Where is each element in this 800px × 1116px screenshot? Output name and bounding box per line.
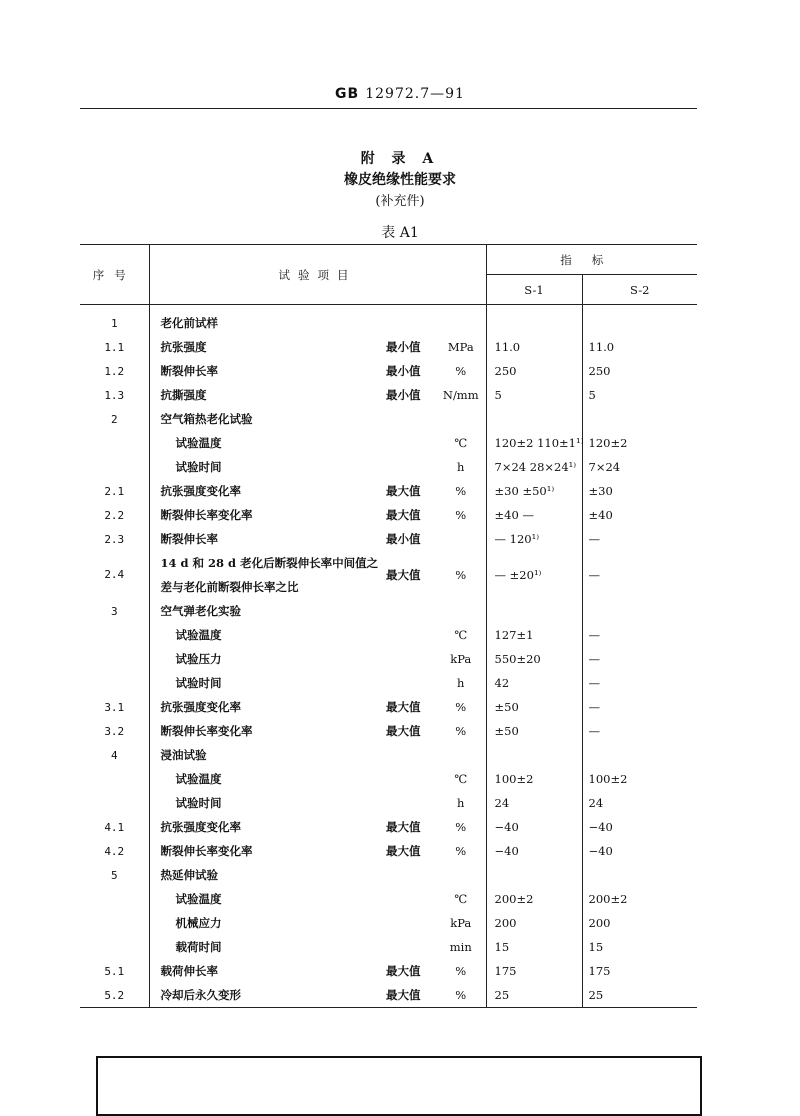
row-s2-value: — <box>582 671 697 695</box>
row-unit: % <box>455 508 467 522</box>
row-item: 试验温度 <box>149 623 386 647</box>
table-row <box>80 815 697 839</box>
row-limit <box>386 431 436 455</box>
table-row <box>80 959 697 983</box>
row-s2-value: 24 <box>582 791 697 815</box>
row-s2-value: −40 <box>582 839 697 863</box>
row-item: 老化前试样 <box>149 305 386 336</box>
row-s2-value: — <box>582 695 697 719</box>
row-number: 2.1 <box>104 484 125 498</box>
row-unit: % <box>455 964 467 978</box>
row-item: 热延伸试验 <box>149 863 386 887</box>
row-number: 1 <box>110 316 118 330</box>
row-s1-value: 100±2 <box>486 767 582 791</box>
row-limit <box>386 935 436 959</box>
row-item: 冷却后永久变形 <box>149 983 386 1008</box>
table-row <box>80 479 697 503</box>
row-unit: % <box>455 820 467 834</box>
row-s2-value: — <box>582 551 697 599</box>
row-number <box>80 671 149 695</box>
row-item: 抗撕强度 <box>149 383 386 407</box>
row-s2-value: 5 <box>582 383 697 407</box>
row-s2-value: — <box>582 647 697 671</box>
row-s1-value: 24 <box>486 791 582 815</box>
row-s1-value: 200 <box>486 911 582 935</box>
row-item: 试验温度 <box>149 431 386 455</box>
row-unit: ℃ <box>454 628 468 642</box>
row-number: 2.3 <box>104 532 125 546</box>
row-item: 试验时间 <box>149 791 386 815</box>
row-number: 1.2 <box>104 364 125 378</box>
table-row <box>80 305 697 336</box>
table-row <box>80 791 697 815</box>
row-limit: 最大值 <box>386 983 436 1008</box>
row-item: 抗张强度 <box>149 335 386 359</box>
row-number <box>80 647 149 671</box>
table-row <box>80 503 697 527</box>
row-s2-value: 7×24 <box>582 455 697 479</box>
row-s1-value: 42 <box>486 671 582 695</box>
row-number <box>80 767 149 791</box>
row-s2-value: — <box>582 623 697 647</box>
row-unit: % <box>455 724 467 738</box>
row-item: 断裂伸长率变化率 <box>149 719 386 743</box>
row-s1-value: 15 <box>486 935 582 959</box>
table-row <box>80 695 697 719</box>
row-number: 4.2 <box>104 844 125 858</box>
row-s1-value: ±50 <box>486 695 582 719</box>
row-s2-value: ±40 <box>582 503 697 527</box>
row-limit: 最小值 <box>386 532 421 546</box>
row-item: 断裂伸长率变化率 <box>149 839 386 863</box>
row-item: 浸油试验 <box>149 743 386 767</box>
row-item: 空气箱热老化试验 <box>149 407 386 431</box>
row-item: 断裂伸长率 <box>149 527 386 551</box>
appendix-title: 附 录 A <box>360 151 440 167</box>
row-limit <box>386 599 436 623</box>
row-number <box>80 455 149 479</box>
row-s1-value: 11.0 <box>486 335 582 359</box>
row-s2-value: 120±2 <box>582 431 697 455</box>
row-s1-value <box>486 743 582 767</box>
row-number: 1.3 <box>104 388 125 402</box>
row-s2-value <box>582 863 697 887</box>
row-s2-value: −40 <box>582 815 697 839</box>
row-limit: 最大值 <box>386 484 421 498</box>
row-s2-value <box>582 599 697 623</box>
row-item: 机械应力 <box>149 911 386 935</box>
table-row <box>80 911 697 935</box>
row-limit <box>386 863 436 887</box>
table-row <box>80 551 697 599</box>
row-s2-value: 175 <box>582 959 697 983</box>
row-unit: ℃ <box>454 436 468 450</box>
row-limit: 最大值 <box>386 844 421 858</box>
row-unit <box>436 305 486 336</box>
row-number <box>80 887 149 911</box>
row-limit: 最小值 <box>386 388 421 402</box>
header-no: 序号 <box>80 245 149 305</box>
row-s1-value <box>486 863 582 887</box>
row-number: 4 <box>110 748 118 762</box>
table-caption: 表 A1 <box>381 225 419 241</box>
row-item: 14 d 和 28 d 老化后断裂伸长率中间值之差与老化前断裂伸长率之比 <box>149 551 386 599</box>
row-s1-value: 200±2 <box>486 887 582 911</box>
row-s1-value: 550±20 <box>486 647 582 671</box>
row-unit: kPa <box>450 916 472 930</box>
row-limit <box>386 305 436 336</box>
row-unit <box>436 527 486 551</box>
row-item: 断裂伸长率变化率 <box>149 503 386 527</box>
row-s1-value: 7×24 28×24¹⁾ <box>486 455 582 479</box>
standard-prefix: GB <box>335 86 360 102</box>
row-limit <box>386 647 436 671</box>
table-row <box>80 527 697 551</box>
table-row <box>80 623 697 647</box>
row-s2-value: 250 <box>582 359 697 383</box>
header-s2: S-2 <box>582 275 697 305</box>
table-row <box>80 407 697 431</box>
row-number: 1.1 <box>104 340 125 354</box>
table-row <box>80 887 697 911</box>
row-s1-value: 127±1 <box>486 623 582 647</box>
row-unit: % <box>455 484 467 498</box>
row-s2-value: 200 <box>582 911 697 935</box>
spec-table-body <box>80 305 697 1008</box>
row-s1-value: −40 <box>486 815 582 839</box>
row-item: 试验时间 <box>149 671 386 695</box>
row-limit <box>386 767 436 791</box>
row-unit: MPa <box>447 340 474 354</box>
row-item: 抗张强度变化率 <box>149 695 386 719</box>
row-s1-value: ±30 ±50¹⁾ <box>486 479 582 503</box>
row-number <box>80 431 149 455</box>
row-number: 4.1 <box>104 820 125 834</box>
row-unit: % <box>455 844 467 858</box>
table-row <box>80 743 697 767</box>
row-item: 断裂伸长率 <box>149 359 386 383</box>
row-s1-value: ±50 <box>486 719 582 743</box>
row-unit: N/mm <box>442 388 479 402</box>
row-unit <box>436 863 486 887</box>
row-unit: h <box>457 676 465 690</box>
row-number: 2.4 <box>104 568 125 581</box>
row-limit: 最大值 <box>386 508 421 522</box>
row-number: 2.2 <box>104 508 125 522</box>
row-s2-value: 25 <box>582 983 697 1008</box>
table-row <box>80 671 697 695</box>
row-limit <box>386 671 436 695</box>
row-number <box>80 791 149 815</box>
row-number: 3.1 <box>104 700 125 714</box>
row-unit: ℃ <box>454 772 468 786</box>
row-unit: ℃ <box>454 892 468 906</box>
row-s1-value <box>486 599 582 623</box>
row-s1-value: −40 <box>486 839 582 863</box>
row-s1-value: ±40 — <box>486 503 582 527</box>
row-unit: % <box>455 700 467 714</box>
table-row <box>80 863 697 887</box>
row-item: 载荷伸长率 <box>149 959 386 983</box>
row-limit <box>386 455 436 479</box>
row-s2-value <box>582 743 697 767</box>
row-limit: 最大值 <box>386 820 421 834</box>
row-item: 试验时间 <box>149 455 386 479</box>
row-number: 5 <box>110 868 118 882</box>
table-row <box>80 767 697 791</box>
row-number: 5.1 <box>104 964 125 978</box>
row-number <box>80 911 149 935</box>
row-limit: 最小值 <box>386 340 421 354</box>
row-number: 3 <box>110 604 118 618</box>
row-s2-value: — <box>582 527 697 551</box>
row-unit <box>436 743 486 767</box>
table-row <box>80 599 697 623</box>
row-item: 空气弹老化实验 <box>149 599 386 623</box>
main-title: 橡皮绝缘性能要求 <box>344 172 456 188</box>
row-unit <box>436 407 486 431</box>
row-s1-value: 5 <box>486 383 582 407</box>
row-item: 试验温度 <box>149 767 386 791</box>
row-s1-value: 250 <box>486 359 582 383</box>
row-s2-value: 15 <box>582 935 697 959</box>
row-limit <box>386 743 436 767</box>
row-unit: % <box>455 364 467 378</box>
row-item: 试验压力 <box>149 647 386 671</box>
row-s2-value: 100±2 <box>582 767 697 791</box>
header-s1: S-1 <box>486 275 582 305</box>
row-s2-value: 200±2 <box>582 887 697 911</box>
header-item: 试验项目 <box>149 245 486 305</box>
row-limit <box>386 887 436 911</box>
row-s1-value <box>486 305 582 336</box>
row-limit <box>386 623 436 647</box>
row-s1-value: 120±2 110±1¹⁾ <box>486 431 582 455</box>
row-limit: 最小值 <box>386 364 421 378</box>
row-s2-value: — <box>582 719 697 743</box>
header-rule <box>80 108 697 109</box>
row-number: 3.2 <box>104 724 125 738</box>
header-indicator: 指标 <box>486 245 697 275</box>
row-item: 抗张强度变化率 <box>149 479 386 503</box>
table-row <box>80 455 697 479</box>
row-s1-value: — 120¹⁾ <box>486 527 582 551</box>
row-unit <box>436 599 486 623</box>
row-unit: h <box>457 796 465 810</box>
row-number: 5.2 <box>80 983 149 1008</box>
row-number <box>80 935 149 959</box>
row-item: 试验温度 <box>149 887 386 911</box>
row-limit <box>386 791 436 815</box>
row-s1-value <box>486 407 582 431</box>
row-limit <box>386 407 436 431</box>
row-unit: kPa <box>450 652 472 666</box>
row-number: 2 <box>110 412 118 426</box>
row-limit: 最大值 <box>386 568 421 582</box>
row-s2-value <box>582 407 697 431</box>
table-row <box>80 719 697 743</box>
row-s1-value: 175 <box>486 959 582 983</box>
row-s2-value: ±30 <box>582 479 697 503</box>
table-row <box>80 335 697 359</box>
spec-table <box>80 244 697 1008</box>
table-row <box>80 983 697 1008</box>
row-s1-value: 25 <box>486 983 582 1008</box>
row-unit: h <box>457 460 465 474</box>
standard-number: 12972.7—91 <box>365 86 465 102</box>
table-row <box>80 935 697 959</box>
table-row <box>80 359 697 383</box>
table-row <box>80 431 697 455</box>
table-row <box>80 839 697 863</box>
row-number <box>80 623 149 647</box>
sub-title: (补充件) <box>375 194 425 209</box>
row-unit: % <box>455 568 467 582</box>
row-s2-value: 11.0 <box>582 335 697 359</box>
row-limit: 最大值 <box>386 700 421 714</box>
page-header <box>0 86 800 102</box>
bottom-frame <box>96 1056 702 1116</box>
row-limit: 最大值 <box>386 724 421 738</box>
table-row <box>80 647 697 671</box>
row-unit: min <box>449 940 472 954</box>
row-limit: 最大值 <box>386 964 421 978</box>
row-unit: % <box>436 983 486 1008</box>
row-s1-value: — ±20¹⁾ <box>486 551 582 599</box>
table-row <box>80 383 697 407</box>
row-item: 抗张强度变化率 <box>149 815 386 839</box>
row-s2-value <box>582 305 697 336</box>
row-item: 载荷时间 <box>149 935 386 959</box>
row-limit <box>386 911 436 935</box>
